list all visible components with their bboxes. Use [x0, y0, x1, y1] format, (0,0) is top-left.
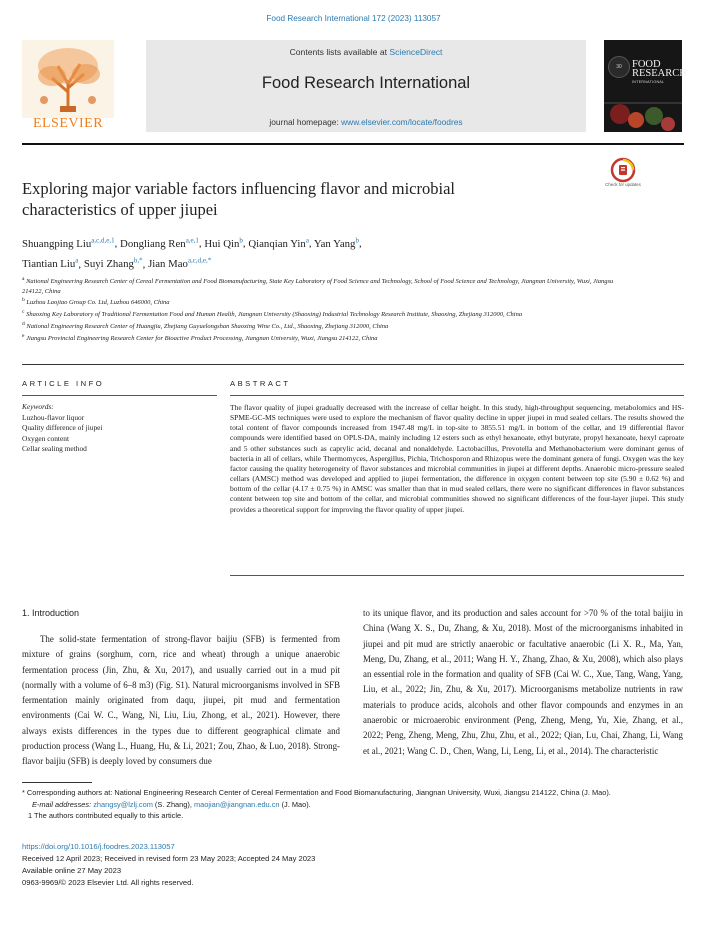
available-online: Available online 27 May 2023 — [22, 866, 122, 875]
cover-subtitle: INTERNATIONAL — [632, 80, 665, 84]
author[interactable]: Hui Qin$^b$ — [204, 236, 243, 250]
section-heading-introduction: 1. Introduction — [22, 608, 80, 618]
affiliations — [22, 275, 622, 343]
contents-line — [146, 47, 586, 57]
footnotes — [22, 787, 682, 822]
journal-cover-image[interactable] — [604, 40, 687, 132]
keyword: Quality difference of jiupei — [22, 423, 103, 432]
abstract-heading: ABSTRACT — [230, 379, 291, 388]
doi-link[interactable]: https://doi.org/10.1016/j.foodres.2023.113057 — [22, 842, 175, 851]
author[interactable]: Suyi Zhang$^{b,*}$ — [83, 256, 143, 271]
cover-anniversary-badge: 30 — [608, 56, 630, 78]
keyword: Luzhou-flavor liquor — [22, 412, 85, 422]
body-column-left — [22, 632, 340, 770]
keyword: Cellar sealing method — [22, 444, 87, 453]
affiliation: $^c$ Shaoxing Key Laboratory of Traditional Fermentation Food and Human Health, Jiangnan University (Shaoxing) Industrial Technology Research Institute, Shaoxing, Zhejiang 312000, China — [22, 309, 523, 319]
homepage-link[interactable]: www.elsevier.com/locate/foodres — [341, 117, 463, 127]
affiliation: $^e$ Jiangsu Provincial Engineering Research Center for Bioactive Product Processing, Jiangnan University, Wuxi, Jiangsu 214122, China — [22, 332, 378, 342]
article-info-heading: ARTICLE INFO — [22, 379, 105, 388]
section-divider — [22, 364, 684, 365]
author[interactable]: Shuangping Liu$^{a,c,d,e,1}$ — [22, 236, 115, 250]
body-column-right — [363, 606, 683, 759]
author-list: Shuangping Liu$^{a,c,d,e,1}$, Dongliang Ren$^{a,e,1}$, Hui Qin$^b$, Qianqian Yin$^a$, Yan Yang$^b$, Tiantian Liu$^a$, Suyi Zhang$^{b,*}$, Jian Mao$^{a,c,d,e,*}$ — [22, 236, 362, 271]
publisher-logo-text: ELSEVIER — [32, 116, 104, 131]
article-title — [22, 178, 582, 220]
sciencedirect-link[interactable]: ScienceDirect — [389, 47, 443, 57]
masthead-rule — [22, 143, 684, 145]
title-line-2: characteristics of upper jiupei — [22, 200, 218, 219]
abstract-rule — [230, 395, 684, 396]
footnote-rule — [22, 782, 92, 783]
copyright: 0963-9969/© 2023 Elsevier Ltd. All rights reserved. — [22, 878, 194, 887]
cover-title: FOOD RESEARCH — [632, 59, 687, 79]
author[interactable]: Jian Mao$^{a,c,d,e,*}$ — [148, 256, 212, 271]
abstract-body — [230, 403, 684, 515]
homepage-prefix: journal homepage: — [269, 117, 342, 127]
title-line-1: Exploring major variable factors influencing flavor and microbial — [22, 179, 455, 198]
equal-contribution-note: 1 The authors contributed equally to this article. — [28, 811, 184, 821]
affiliation: $^b$ Luzhou Laojiao Group Co. Ltd, Luzhou 646000, China — [22, 297, 170, 307]
author[interactable]: Dongliang Ren$^{a,e,1}$ — [120, 236, 199, 250]
abstract-bottom-rule — [230, 575, 684, 576]
corresponding-author-note: * Corresponding authors at: National Engineering Research Center of Cereal Fermentation and Food Biomanufacturing, Jiangnan University, Wuxi, Jiangsu 214122, China (J. Mao). — [22, 788, 611, 797]
check-updates-icon — [606, 157, 640, 183]
abstract-paragraph: The flavor quality of jiupei gradually decreased with the increase of cellar height. In this study, high-throughput sequencing, metabolomics and HS-SPME-GC-MS techniques were used to explore the mechanism of flavor quality decline in upper jiupei in mud sealed cellars. The results showed the total content of flavor compounds increased from 1947.48 mg/L in top-site to 3855.51 mg/L in bottom of the cellar, and 19 differential flavor compounds were identified based on OPLS-DA, mainly including 12 esters such as ethyl hexanoate, ethyl butyrate, propyl hexanoate, hexyl caproate and 5 other substances such as caprylic acid, decanal and nonaldehyde. Lactobacillus, Prevotella and Methanobacterium were dominant genus of bacteria in all of cellars, while Thermomyces, Aspergillus, Pichia, Trichosporon and Rhizopus were the dominant genera of fungi. Oxygen was the key factor causing the quality heterogeneity of flavor substances and microbial communities in jiupei at different depths. Anaerobic micro-pressure sealed cellars (AMSC) method was developed and applied to jiupei fermentation, the difference in oxygen content between top site (5.90 ± 0.62 %) and bottom of the cellar (4.17 ± 0.75 %) in AMSC was smaller than that in mud sealed cellars, there were no significant differences in flavor substances content between top site and bottom of the cellar, and microbial communities showed no significant differences of the four-layer jiupei. This study provides a theoretical support for improving the flavor quality of upper jiupei. — [230, 403, 684, 514]
journal-citation[interactable]: Food Research International 172 (2023) 113057 — [266, 14, 441, 23]
affiliation: $^a$ National Engineering Research Center of Cereal Fermentation and Food Biomanufacturing, State Key Laboratory of Food Science and Technology, School of Food Science and Technology, Jiangnan University, Wuxi, Jiangsu 214122, China — [22, 276, 614, 295]
email-note: E-mail addresses: zhangsy@lzlj.com (S. Zhang), maojian@jiangnan.edu.cn (J. Mao). — [32, 799, 311, 809]
keywords-heading: Keywords: — [22, 402, 54, 411]
email-link[interactable]: maojian@jiangnan.edu.cn — [193, 799, 280, 809]
author[interactable]: Yan Yang$^b$ — [313, 236, 359, 250]
check-updates-label: Check for updates — [605, 182, 641, 187]
cover-art — [604, 40, 687, 132]
homepage-line — [146, 117, 586, 127]
received-dates: Received 12 April 2023; Received in revised form 23 May 2023; Accepted 24 May 2023 — [22, 854, 316, 863]
article-info-rule — [22, 395, 217, 396]
check-for-updates-button[interactable] — [606, 157, 640, 193]
journal-name: Food Research International — [261, 74, 471, 92]
email-link[interactable]: zhangsy@lzlj.com — [93, 799, 153, 809]
author[interactable]: Qianqian Yin$^a$ — [248, 236, 309, 250]
author[interactable]: Tiantian Liu$^a$ — [22, 256, 79, 271]
keyword: Oxygen content — [22, 433, 69, 443]
affiliation: $^d$ National Engineering Research Center of Huangjiu, Zhejiang Guyuelongshan Shaoxing Wine Co., Ltd., Shaoxing, Zhejiang 312000, China — [22, 320, 389, 330]
intro-paragraph-right: to its unique flavor, and its production and sales account for >70 % of the total baijiu in China (Wang X. S., Du, Zhang, & Xu, 2018). Most of the microorganisms inhabited in jiupei and pit mud are strictly anaerobic or facultative anaerobic (Li X. R., Ma, Yan, Meng, Du, Zhang, et al., 2011; Wang H. Y., Zhang, Zhao, & Xu, 2008), which also plays an essential role in the formation and quality of SFB (Cai W. C., Xue, Tang, Wang, Yang, Liu, et al., 2022; Jin, Zhu, & Xu, 2017). Microorganisms metabolize nutrients in raw materials to produce acids, alcohols and other flavor compounds and enzymes in an anaerobic or microaerobic environment (Peng, Zheng, Meng, Yu, Xie, Zhang, et al., 2022; Peng, Zheng, Meng, Zhu, Zhu, Zhu, et al., 2022; Qian, Lu, Chai, Zhang, Li, Wang et al., 2021; Wang C. D., Chen, Wang, Li, Leng, Li, et al., 2014). The characteristic — [363, 608, 683, 756]
intro-paragraph-left: The solid-state fermentation of strong-flavor baijiu (SFB) is fermented from mixture of grains (sorghum, corn, rice and wheat) through a unique anaerobic fermentation process (Jin, Zhu, & Xu, 2017), and usually carried out in a mud pit (normally with a volume of 6–8 m3) (Fig. S1). Natural microorganisms involved in SFB fermentation mainly originated from daqu, jiupei, pit mud and fermentation environments (Cai W. C., Wang, Ni, Liu, Liu, Zhong, et al., 2021). However, there always exists differences in the types due to different geographical climate and production process (Wang L., Huang, Hu, & Li, 2021; Zou, Zhao, & Luo, 2018). Strong-flavor baijiu (SFB) is deeply loved by consumers due — [22, 634, 340, 767]
contents-prefix: Contents lists available at — [289, 47, 390, 57]
keywords-block — [22, 402, 212, 455]
tree-icon — [22, 40, 114, 118]
